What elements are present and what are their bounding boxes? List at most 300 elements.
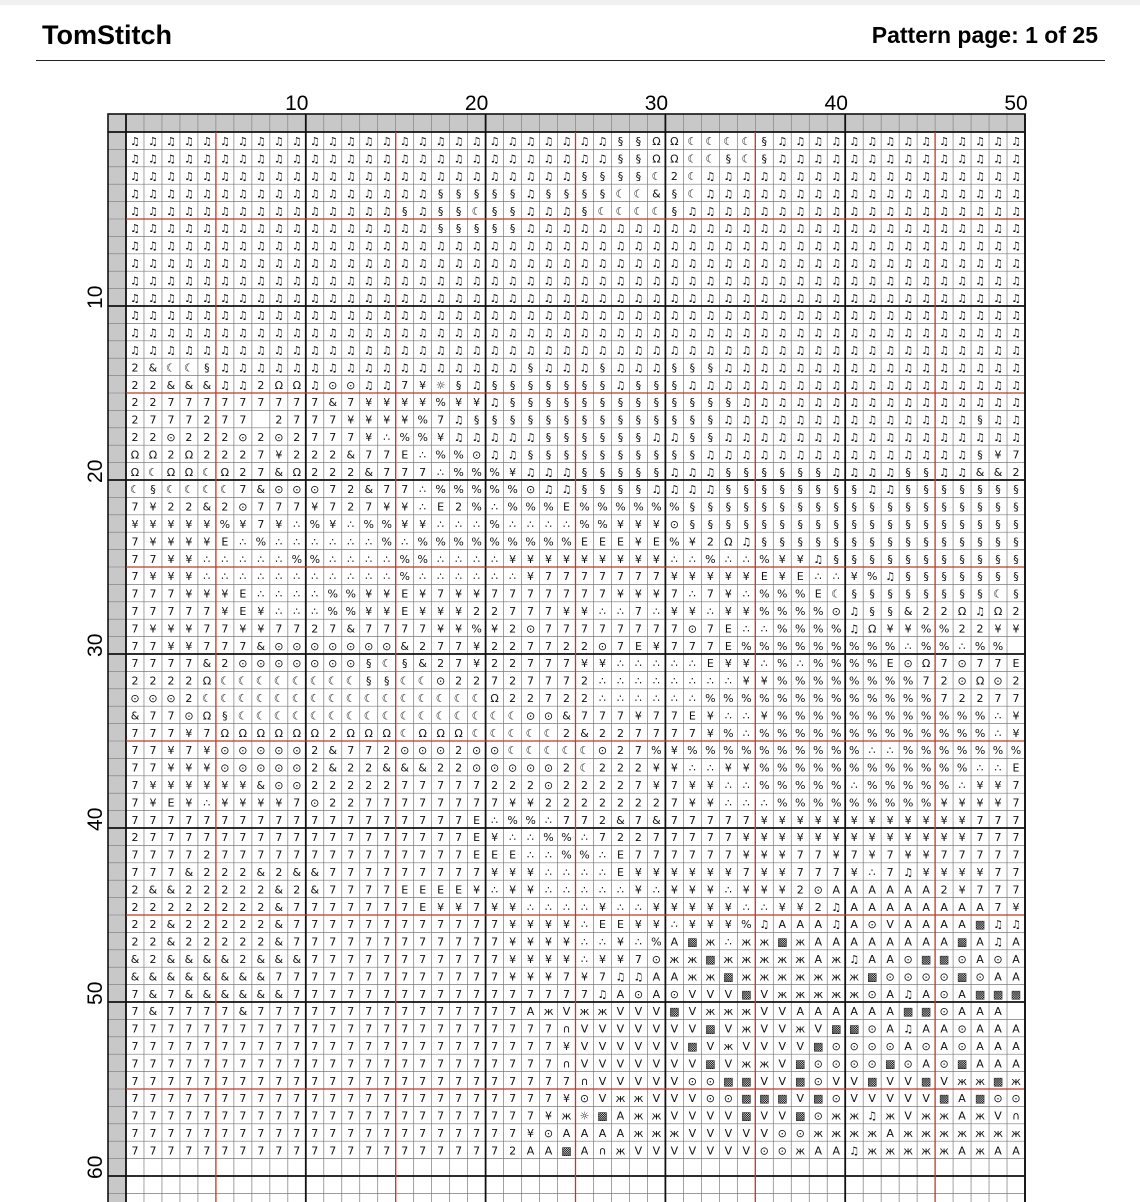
stitch-symbol: 7 [1012,692,1020,706]
stitch-symbol: A [994,1022,1002,1036]
stitch-symbol: V [850,1092,858,1106]
stitch-symbol: ☾ [327,674,338,688]
stitch-symbol: ☾ [741,152,752,166]
stitch-symbol: ♫ [957,326,968,340]
stitch-symbol: % [777,692,788,706]
stitch-symbol: ☾ [255,692,266,706]
stitch-symbol: 7 [401,935,409,949]
stitch-symbol: ∴ [724,779,732,793]
stitch-symbol: ∴ [598,866,606,880]
stitch-symbol: 7 [221,396,229,410]
stitch-symbol: 7 [293,935,301,949]
stitch-symbol: 7 [491,796,499,810]
stitch-symbol: § [563,413,570,427]
stitch-symbol: 7 [401,465,409,479]
stitch-symbol: ♫ [795,239,806,253]
stitch-symbol: ♫ [183,135,194,149]
stitch-symbol: ♫ [309,361,320,375]
stitch-symbol: V [922,1092,930,1106]
stitch-symbol: 7 [257,465,265,479]
stitch-symbol: ♫ [957,135,968,149]
stitch-symbol: 7 [329,483,337,497]
stitch-symbol: 2 [616,744,624,758]
stitch-symbol: 7 [185,1057,193,1071]
stitch-symbol: ¥ [886,622,894,636]
stitch-symbol: V [616,1040,625,1054]
stitch-symbol: ♫ [1011,204,1021,218]
stitch-symbol: ⊙ [364,639,374,653]
stitch-symbol: Ω [724,535,733,549]
stitch-symbol: 7 [545,570,553,584]
stitch-symbol: 7 [149,1092,157,1106]
stitch-symbol: ♫ [939,152,950,166]
stitch-symbol: ♫ [237,239,248,253]
stitch-symbol: ¥ [652,587,660,601]
stitch-symbol: ♫ [327,309,338,323]
stitch-symbol: ♫ [579,239,590,253]
stitch-symbol: 7 [455,1022,463,1036]
stitch-symbol: Ω [220,726,230,740]
stitch-symbol: 7 [347,900,355,914]
stitch-symbol: ☾ [327,692,338,706]
stitch-symbol: 7 [311,1040,319,1054]
stitch-symbol: ж [687,953,698,967]
stitch-symbol: 7 [275,1057,283,1071]
stitch-symbol: % [399,431,410,445]
stitch-symbol: % [507,500,518,514]
stitch-symbol: 2 [437,657,445,671]
stitch-symbol: % [813,657,824,671]
stitch-symbol: ♫ [597,987,608,1001]
stitch-symbol: ♫ [939,257,950,271]
stitch-symbol: ♫ [795,448,806,462]
stitch-symbol: ¥ [652,779,660,793]
stitch-symbol: ♫ [813,170,824,184]
stitch-symbol: % [453,535,464,549]
stitch-symbol: ♫ [237,344,248,358]
stitch-symbol: ♫ [867,1109,878,1123]
stitch-symbol: ☾ [381,692,392,706]
stitch-symbol: ∴ [814,570,822,584]
stitch-symbol: § [491,378,498,392]
stitch-symbol: ▩ [741,1092,752,1106]
stitch-symbol: ⊙ [328,657,338,671]
stitch-symbol: ♫ [543,204,554,218]
stitch-symbol: ♫ [525,204,536,218]
stitch-symbol: 7 [401,831,409,845]
stitch-symbol: ♫ [723,187,734,201]
stitch-symbol: V [670,1074,679,1088]
stitch-symbol: ¥ [185,570,193,584]
stitch-symbol: 7 [1012,796,1020,810]
stitch-symbol: ♫ [687,291,698,305]
stitch-symbol: 7 [131,1109,139,1123]
stitch-symbol: ♫ [381,309,392,323]
stitch-symbol: § [653,413,660,427]
stitch-symbol: ♫ [345,239,356,253]
stitch-symbol: ♫ [993,361,1003,375]
stitch-symbol: & [130,970,140,984]
stitch-symbol: ♫ [435,239,446,253]
stitch-symbol: ж [831,987,842,1001]
stitch-symbol: ⊙ [1011,1092,1021,1106]
stitch-symbol: § [653,396,660,410]
stitch-symbol: ♫ [759,170,770,184]
stitch-symbol: 7 [419,866,427,880]
stitch-symbol: ♫ [975,326,985,340]
stitch-symbol: ¥ [742,831,750,845]
stitch-symbol: 7 [365,1127,373,1141]
stitch-symbol: Ω [184,448,194,462]
stitch-symbol: ж [795,987,806,1001]
stitch-symbol: ⊙ [957,674,967,688]
stitch-symbol: & [220,970,230,984]
stitch-symbol: 7 [401,1022,409,1036]
stitch-symbol: 2 [580,796,588,810]
stitch-symbol: 7 [185,413,193,427]
stitch-symbol: ♫ [921,291,932,305]
stitch-symbol: 2 [203,431,211,445]
stitch-symbol: 2 [473,674,481,688]
stitch-symbol: ♫ [201,344,212,358]
stitch-symbol: E [401,448,409,462]
stitch-symbol: 7 [850,848,858,862]
stitch-symbol: % [974,709,986,723]
stitch-symbol: ж [633,1092,644,1106]
stitch-symbol: ¥ [527,1127,535,1141]
y-tick-label: 50 [84,981,107,1005]
stitch-symbol: 2 [383,779,391,793]
stitch-symbol: ¥ [545,918,553,932]
stitch-symbol: % [902,709,914,723]
stitch-symbol: ♫ [309,187,320,201]
stitch-symbol: ☾ [201,483,212,497]
stitch-symbol: § [437,204,444,218]
stitch-symbol: ♫ [849,274,860,288]
stitch-symbol: ♫ [903,257,914,271]
stitch-symbol: ¥ [185,726,193,740]
stitch-symbol: ж [885,1109,896,1123]
stitch-symbol: ♫ [345,135,356,149]
stitch-symbol: ♫ [939,413,950,427]
stitch-symbol: % [920,639,932,653]
stitch-symbol: ♫ [201,135,212,149]
stitch-symbol: 2 [616,796,624,810]
stitch-symbol: 7 [527,657,535,671]
stitch-symbol: ♫ [363,135,374,149]
stitch-symbol: § [491,204,498,218]
stitch-symbol: A [904,900,912,914]
stitch-symbol: 7 [383,483,391,497]
stitch-symbol: 2 [329,796,337,810]
stitch-symbol: ♫ [219,344,230,358]
stitch-symbol: 7 [293,1040,301,1054]
stitch-symbol: 7 [383,935,391,949]
stitch-symbol: ☾ [615,204,626,218]
stitch-symbol: ♫ [201,204,212,218]
stitch-symbol: ¥ [383,587,391,601]
stitch-symbol: ∴ [275,605,283,619]
stitch-symbol: § [869,552,875,566]
stitch-symbol: § [887,500,893,514]
stitch-symbol: ♫ [291,152,302,166]
stitch-symbol: % [777,761,788,775]
stitch-symbol: ♫ [561,309,572,323]
stitch-symbol: & [166,918,176,932]
stitch-symbol: ♫ [579,257,590,271]
stitch-symbol: ♫ [759,291,770,305]
stitch-symbol: ♫ [993,239,1003,253]
stitch-symbol: 2 [509,1144,517,1158]
stitch-symbol: ♫ [903,866,914,880]
stitch-symbol: 7 [347,396,355,410]
stitch-symbol: § [527,361,534,375]
stitch-symbol: 7 [239,413,247,427]
stitch-symbol: 7 [221,1022,229,1036]
stitch-symbol: E [419,883,427,897]
stitch-symbol: 7 [473,866,481,880]
stitch-symbol: ♫ [166,239,176,253]
stitch-symbol: % [848,726,860,740]
stitch-symbol: ¥ [904,813,912,827]
stitch-symbol: ♫ [903,222,914,236]
stitch-symbol: ♫ [795,135,806,149]
stitch-symbol: ¥ [437,605,445,619]
stitch-symbol: ▩ [992,987,1004,1001]
stitch-symbol: ⊙ [903,657,913,671]
stitch-symbol: ♫ [993,291,1003,305]
stitch-symbol: ∴ [293,605,301,619]
stitch-symbol: 7 [994,848,1002,862]
stitch-symbol: Ω [130,448,140,462]
stitch-symbol: 7 [167,813,175,827]
stitch-symbol: ♫ [741,239,752,253]
stitch-symbol: ⊙ [507,761,518,775]
stitch-symbol: § [725,500,732,514]
stitch-symbol: % [795,796,806,810]
stitch-symbol: 7 [167,657,175,671]
stitch-symbol: ⊙ [993,1092,1003,1106]
stitch-symbol: Ω [184,465,194,479]
stitch-symbol: ♫ [201,222,212,236]
stitch-symbol: ¥ [167,761,175,775]
stitch-symbol: % [777,639,788,653]
stitch-symbol: 2 [167,674,175,688]
stitch-symbol: ⊙ [975,970,985,984]
stitch-symbol: E [1012,761,1020,775]
stitch-symbol: ♫ [219,135,230,149]
stitch-symbol: ∴ [742,587,750,601]
stitch-symbol: 2 [563,726,571,740]
stitch-symbol: & [652,187,661,201]
stitch-symbol: 7 [563,813,571,827]
stitch-symbol: ♫ [507,361,518,375]
stitch-symbol: § [743,518,750,532]
stitch-symbol: ♫ [885,396,896,410]
stitch-symbol: § [401,657,408,671]
stitch-symbol: ♫ [597,291,608,305]
stitch-symbol: 7 [437,970,445,984]
stitch-symbol: ♫ [705,465,716,479]
stitch-symbol: ♫ [975,291,985,305]
stitch-symbol: 7 [257,848,265,862]
stitch-symbol: ♫ [363,361,374,375]
stitch-symbol: ♫ [723,170,734,184]
stitch-symbol: ☾ [309,709,320,723]
stitch-symbol: % [759,639,770,653]
stitch-symbol: % [795,779,806,793]
stitch-symbol: ¥ [563,605,571,619]
stitch-symbol: 2 [221,900,229,914]
stitch-symbol: ж [813,970,824,984]
x-tick-label: 30 [644,92,669,115]
stitch-symbol: % [759,692,770,706]
stitch-symbol: ¥ [652,761,660,775]
stitch-symbol: 7 [383,448,391,462]
stitch-symbol: 7 [742,813,750,827]
stitch-symbol: ♫ [273,257,284,271]
stitch-symbol: ♫ [291,291,302,305]
stitch-symbol: ♫ [867,431,878,445]
stitch-symbol: 7 [221,848,229,862]
stitch-symbol: ♫ [669,222,680,236]
stitch-symbol: ♫ [327,344,338,358]
stitch-symbol: ♫ [363,222,374,236]
stitch-symbol: ¥ [670,744,678,758]
stitch-symbol: ♫ [489,396,500,410]
stitch-symbol: ♫ [291,170,302,184]
stitch-symbol: 7 [329,1005,337,1019]
stitch-symbol: § [689,431,696,445]
stitch-symbol: ♫ [777,361,788,375]
stitch-symbol: ♫ [525,170,536,184]
stitch-symbol: ♫ [849,291,860,305]
stitch-symbol: ♫ [399,170,410,184]
stitch-symbol: 2 [203,883,211,897]
stitch-symbol: § [779,483,786,497]
stitch-symbol: E [760,570,768,584]
stitch-symbol: ♫ [993,344,1003,358]
stitch-symbol: § [941,587,947,601]
stitch-symbol: ♫ [687,326,698,340]
stitch-symbol: 2 [131,361,139,375]
stitch-symbol: 7 [401,1057,409,1071]
stitch-symbol: 7 [527,1074,535,1088]
stitch-symbol: ∴ [419,500,427,514]
stitch-symbol: 7 [455,813,463,827]
stitch-symbol: ♫ [921,257,932,271]
stitch-symbol: ♫ [579,361,590,375]
stitch-symbol: ♫ [561,274,572,288]
stitch-symbol: 7 [167,1074,175,1088]
stitch-symbol: ⊙ [849,1040,859,1054]
stitch-symbol: 7 [329,1022,337,1036]
stitch-symbol: ∴ [365,535,373,549]
stitch-symbol: ж [759,1057,770,1071]
stitch-symbol: ¥ [652,866,660,880]
stitch-symbol: E [581,535,588,549]
stitch-symbol: 7 [203,1022,211,1036]
stitch-symbol: ♫ [219,378,230,392]
stitch-symbol: ¥ [742,605,750,619]
stitch-symbol: 7 [365,1057,373,1071]
stitch-symbol: ∴ [688,692,696,706]
stitch-symbol: ♫ [219,361,230,375]
stitch-symbol: 7 [437,1092,445,1106]
stitch-symbol: § [491,187,498,201]
stitch-symbol: ¥ [850,813,858,827]
stitch-symbol: ♫ [381,291,392,305]
stitch-symbol: 2 [185,918,193,932]
stitch-symbol: 2 [329,779,337,793]
stitch-symbol: 7 [383,1057,391,1071]
stitch-symbol: ♫ [1011,187,1021,201]
stitch-symbol: ♫ [489,291,500,305]
stitch-symbol: & [418,657,427,671]
stitch-symbol: ☾ [417,709,428,723]
stitch-symbol: 7 [167,987,175,1001]
stitch-symbol: 7 [994,900,1002,914]
stitch-symbol: § [1013,570,1019,584]
stitch-symbol: 7 [509,1109,517,1123]
stitch-symbol: 2 [383,744,391,758]
stitch-symbol: ♫ [975,204,985,218]
stitch-symbol: ♫ [183,326,194,340]
stitch-symbol: % [866,657,878,671]
stitch-symbol: 2 [257,900,265,914]
stitch-symbol: ♫ [885,291,896,305]
stitch-symbol: ж [759,970,770,984]
stitch-symbol: § [509,222,516,236]
stitch-symbol: § [851,518,857,532]
stitch-symbol: ☾ [219,692,230,706]
stitch-symbol: ♫ [166,187,176,201]
stitch-symbol: V [634,1040,643,1054]
stitch-symbol: ☾ [201,465,212,479]
stitch-symbol: 7 [131,987,139,1001]
stitch-symbol: ♫ [166,274,176,288]
stitch-symbol: ♫ [723,361,734,375]
stitch-symbol: % [830,796,842,810]
stitch-symbol: V [904,1074,912,1088]
stitch-symbol: 7 [275,1040,283,1054]
stitch-symbol: 7 [131,744,139,758]
stitch-symbol: ♫ [345,344,356,358]
stitch-symbol: ♫ [237,309,248,323]
stitch-symbol: 2 [221,657,229,671]
stitch-symbol: ⊙ [705,1092,715,1106]
stitch-symbol: ⊙ [633,987,644,1001]
stitch-symbol: ♫ [130,170,140,184]
stitch-symbol: % [813,709,824,723]
stitch-symbol: ♫ [633,970,644,984]
stitch-symbol: ♫ [309,170,320,184]
stitch-symbol: ∴ [329,570,337,584]
stitch-symbol: ☾ [993,587,1003,601]
stitch-symbol: V [724,1109,733,1123]
stitch-symbol: ♫ [1011,396,1021,410]
stitch-symbol: & [310,866,320,880]
stitch-symbol: ♫ [399,291,410,305]
stitch-symbol: ☾ [831,587,842,601]
stitch-symbol: ∴ [239,535,247,549]
stitch-symbol: 7 [131,1092,139,1106]
stitch-symbol: ¥ [329,518,337,532]
stitch-symbol: ⊙ [957,657,967,671]
stitch-symbol: § [473,187,480,201]
stitch-symbol: ☾ [651,170,662,184]
stitch-symbol: ♫ [345,309,356,323]
